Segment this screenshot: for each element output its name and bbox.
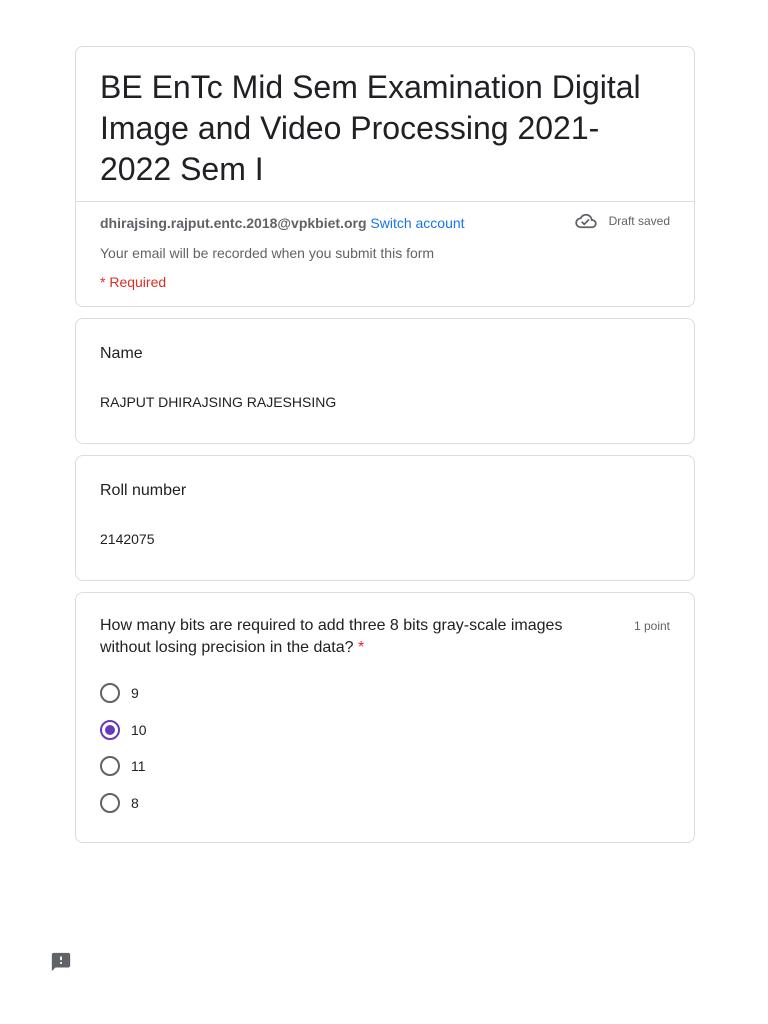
question-card-roll [75,455,695,581]
header-divider [76,201,694,202]
draft-status [575,213,670,229]
feedback-icon-svg [50,951,72,973]
account-email: dhirajsing.rajput.entc.2018@vpkbiet.org [100,215,367,231]
draft-status-text: Draft saved [608,214,670,228]
points-label: 1 point [633,619,670,633]
question-card-mcq [75,592,695,843]
radio-button[interactable] [100,720,120,740]
option-label: 9 [131,685,139,701]
option-label: 11 [131,758,146,774]
form-header-card [75,46,695,307]
question-label-roll: Roll number [100,482,187,499]
option-label: 10 [131,721,147,738]
cloud-check-icon [575,213,597,229]
option-1[interactable] [100,718,147,742]
mcq-question-text [100,615,600,659]
option-3[interactable] [100,791,147,815]
option-0[interactable] [100,681,147,705]
required-asterisk: * [357,639,365,656]
radio-button[interactable] [100,756,120,776]
report-feedback-icon[interactable] [50,951,72,973]
mcq-question-label: How many bits are required to add three 8 bits gray-scale images without losing precision in the data? [100,617,563,656]
name-answer[interactable]: RAJPUT DHIRAJSING RAJESHSING [100,394,337,410]
question-label-name: Name [100,345,143,362]
roll-answer[interactable]: 2142075 [100,531,155,547]
account-row [100,214,465,232]
form-title: BE EnTc Mid Sem Examination Digital Image and Video Processing 2021-2022 Sem I [100,69,641,187]
radio-button[interactable] [100,793,120,813]
option-2[interactable] [100,754,147,778]
question-card-name [75,318,695,444]
option-label: 8 [131,794,139,811]
switch-account-link[interactable]: Switch account [370,215,465,231]
required-note: * Required [100,274,167,290]
mcq-options [100,681,147,827]
email-note: Your email will be recorded when you submit this form [100,245,435,261]
radio-button[interactable] [100,683,120,703]
